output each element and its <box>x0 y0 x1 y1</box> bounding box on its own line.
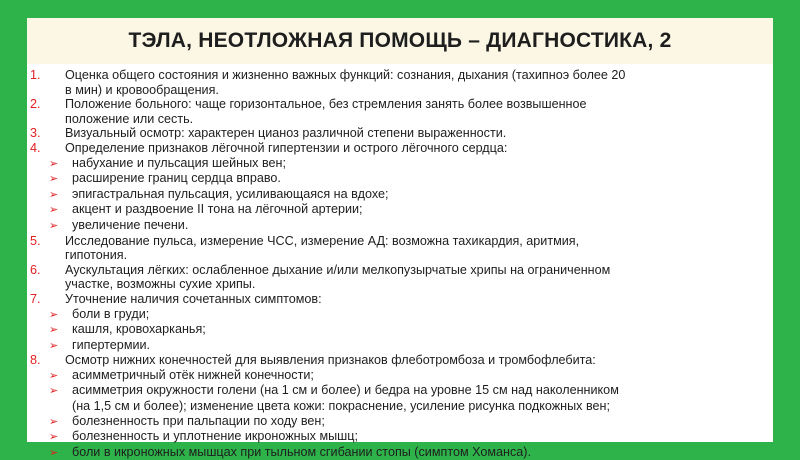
list-number: 6. <box>30 262 41 277</box>
list-item <box>27 234 763 249</box>
list-number: 3. <box>30 126 41 141</box>
list-item-text: Уточнение наличия сочетанных симптомов: <box>65 291 322 306</box>
arrow-bullet-icon: ➢ <box>49 188 59 201</box>
sub-list-item <box>27 307 763 323</box>
arrow-bullet-icon: ➢ <box>49 308 59 321</box>
sub-list-item <box>27 171 763 187</box>
sub-list-item <box>27 322 763 338</box>
list-item-text: эпигастральная пульсация, усиливающаяся на вдохе; <box>72 186 389 201</box>
arrow-bullet-icon: ➢ <box>49 431 59 444</box>
list-number: 2. <box>30 97 41 112</box>
sub-list-item <box>27 368 763 384</box>
title-bar <box>27 18 773 64</box>
arrow-bullet-icon: ➢ <box>49 415 59 428</box>
list-item-text: Визуальный осмотр: характерен цианоз различной степени выраженности. <box>65 126 507 141</box>
list-item-text: гипотония. <box>65 248 128 263</box>
list-item-text: боли в икроножных мышцах при тыльном сгибании стопы (симптом Хоманса). <box>72 444 531 459</box>
sub-list-item <box>27 187 763 203</box>
list-item-text: участке, возможны сухие хрипы. <box>65 277 256 292</box>
list-item-text: акцент и раздвоение II тона на лёгочной артерии; <box>72 202 363 217</box>
list-item <box>27 141 763 156</box>
list-item <box>27 97 763 112</box>
list-item-text: положение или сесть. <box>65 111 194 126</box>
list-item-text: асимметричный отёк нижней конечности; <box>72 367 314 382</box>
list-number: 8. <box>30 353 41 368</box>
list-number: 5. <box>30 233 41 248</box>
list-number <box>27 83 65 98</box>
list-item-text: (на 1,5 см и более); изменение цвета кожи: покраснение, усиление рисунка подкожных вен; <box>72 399 610 414</box>
list-item-text: Оценка общего состояния и жизненно важных функций: сознания, дыхания (тахипноэ более 20 <box>65 68 626 82</box>
arrow-bullet-icon: ➢ <box>49 446 59 459</box>
list-item <box>27 353 763 368</box>
arrow-bullet-icon: ➢ <box>49 173 59 186</box>
list-item-text: Исследование пульса, измерение ЧСС, измерение АД: возможна тахикардия, аритмия, <box>65 233 580 248</box>
page-title: ТЭЛА, НЕОТЛОЖНАЯ ПОМОЩЬ – ДИАГНОСТИКА, 2 <box>128 29 672 52</box>
sub-list-item-continuation <box>27 399 763 414</box>
sub-list-item <box>27 429 763 445</box>
list-number: 7. <box>30 291 41 306</box>
sub-list-item <box>27 202 763 218</box>
arrow-bullet-icon: ➢ <box>49 204 59 217</box>
list-item-text: асимметрия окружности голени (на 1 см и более) и бедра на уровне 15 см над наколенником <box>72 383 619 398</box>
list-item-text: набухание и пульсация шейных вен; <box>72 155 286 170</box>
list-item-text: Аускультация лёгких: ослабленное дыхание и/или мелкопузырчатые хрипы на ограниченном <box>65 262 611 277</box>
list-item-text: боли в груди; <box>72 306 150 321</box>
arrow-bullet-icon: ➢ <box>49 339 59 352</box>
arrow-bullet-icon: ➢ <box>49 324 59 337</box>
list-item <box>27 83 763 98</box>
list-number <box>27 277 65 292</box>
list-number <box>27 248 65 263</box>
sub-list-item <box>27 414 763 430</box>
arrow-bullet-icon: ➢ <box>49 219 59 232</box>
list-number <box>27 399 72 414</box>
list-item-text: Положение больного: чаще горизонтальное, без стремления занять более возвышенное <box>65 97 587 112</box>
list-number: 4. <box>30 140 41 155</box>
list-item-text: в мин) и кровообращения. <box>65 82 219 97</box>
list-number: 1. <box>30 68 41 82</box>
list-item-text: расширение границ сердца вправо. <box>72 171 281 186</box>
list-item-text: гипертермии. <box>72 337 151 352</box>
list-item <box>27 112 763 127</box>
list-item <box>27 248 763 263</box>
list-item-text: кашля, кровохарканья; <box>72 322 206 337</box>
arrow-bullet-icon: ➢ <box>49 369 59 382</box>
arrow-bullet-icon: ➢ <box>49 157 59 170</box>
list-item <box>27 263 763 278</box>
list-item-text: увеличение печени. <box>72 217 189 232</box>
list-item <box>27 126 763 141</box>
list-item-text: Определение признаков лёгочной гипертензии и острого лёгочного сердца: <box>65 140 508 155</box>
list-item <box>27 292 763 307</box>
sub-list-item <box>27 445 763 460</box>
sub-list-item <box>27 156 763 172</box>
list-item-text: болезненность и уплотнение икроножных мышц; <box>72 429 358 444</box>
sub-list-item <box>27 338 763 354</box>
list-item-text: болезненность при пальпации по ходу вен; <box>72 413 325 428</box>
list-item <box>27 68 763 83</box>
list-number <box>27 112 65 127</box>
sub-list-item <box>27 383 763 399</box>
arrow-bullet-icon: ➢ <box>49 385 59 398</box>
list-item <box>27 277 763 292</box>
list-item-text: Осмотр нижних конечностей для выявления признаков флеботромбоза и тромбофлебита: <box>65 353 596 368</box>
sub-list-item <box>27 218 763 234</box>
slide-content <box>27 64 773 459</box>
